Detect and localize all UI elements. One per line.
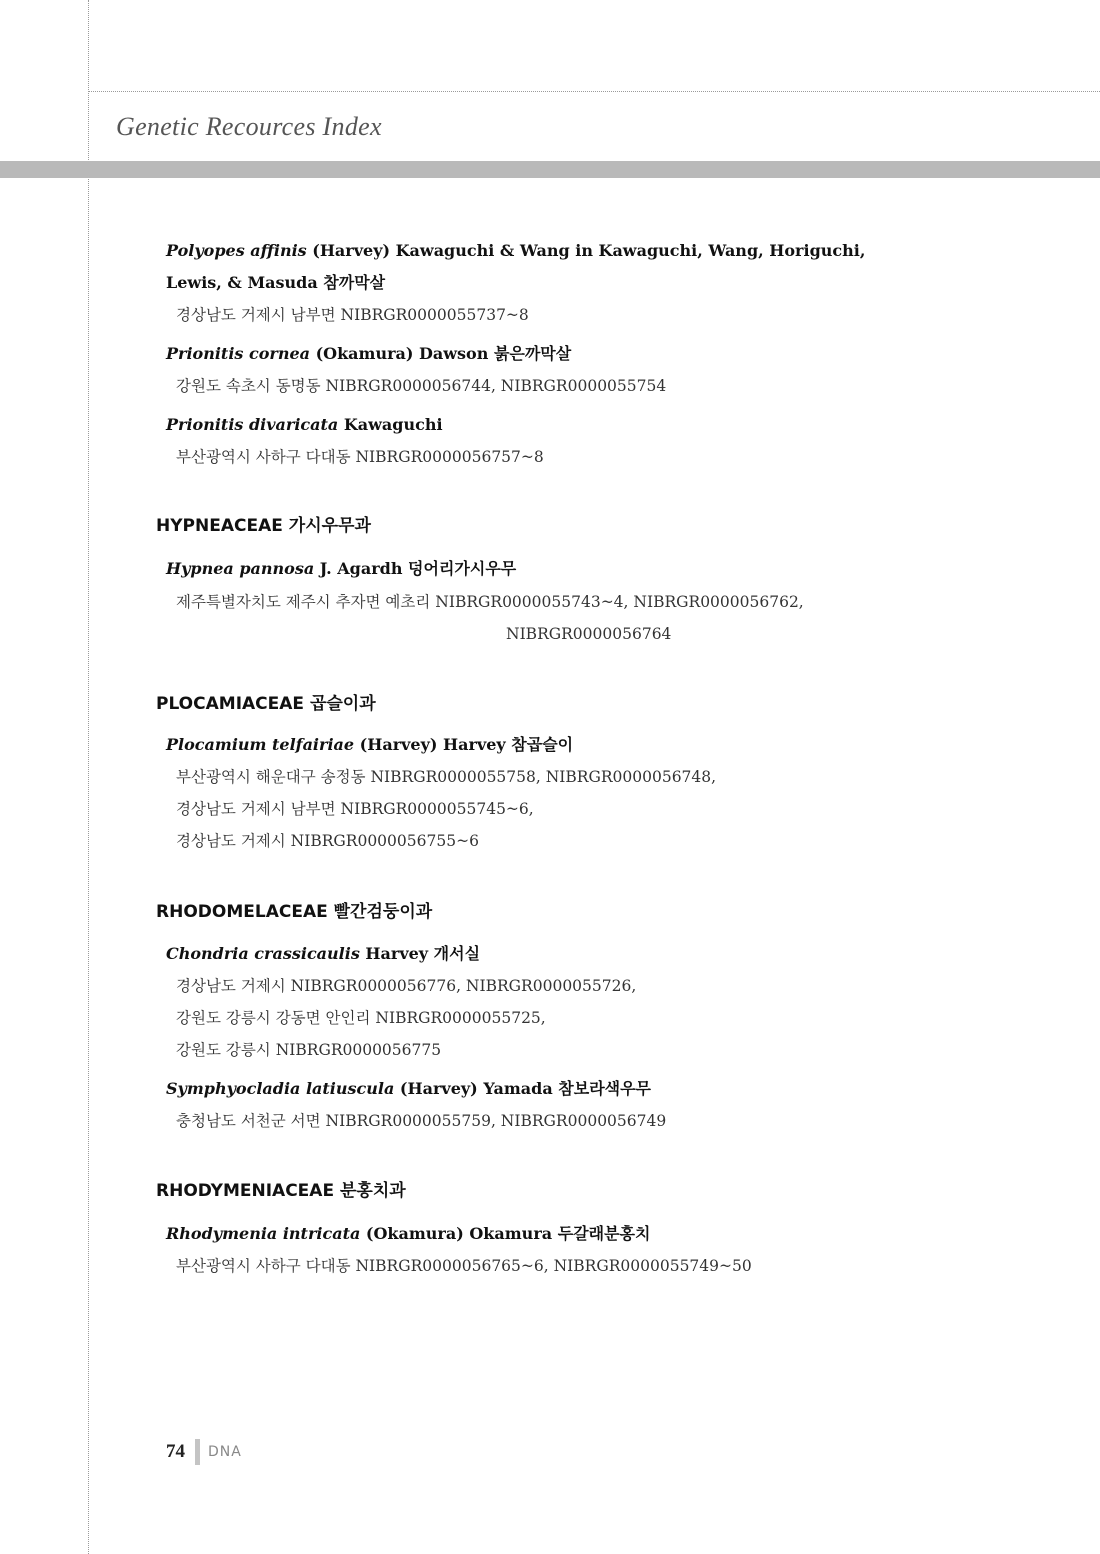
running-header-title: Genetic Recources Index <box>116 112 382 141</box>
locality: 강원도 강릉시 강동면 안인리 NIBRGR0000055725, <box>176 1009 546 1027</box>
scientific-name: Plocamium telfairiae <box>166 735 355 754</box>
korean-name: 참까막살 <box>323 273 386 292</box>
footer-divider <box>195 1439 200 1465</box>
species-name <box>166 729 573 761</box>
locality: 부산광역시 사하구 다대동 NIBRGR0000056765~6, NIBRGR0000055749~50 <box>176 1257 752 1275</box>
locality: 강원도 속초시 동명동 NIBRGR0000056744, NIBRGR0000055754 <box>176 377 667 395</box>
species-name-continued <box>166 267 385 299</box>
species-name <box>166 553 516 585</box>
korean-name: 개서실 <box>433 944 481 963</box>
author: (Okamura) Okamura <box>360 1224 558 1243</box>
species-name <box>166 338 571 370</box>
left-dotted-margin <box>88 0 89 1554</box>
page-footer <box>166 1439 242 1465</box>
locality: 경상남도 거제시 NIBRGR0000056755~6 <box>176 832 479 850</box>
page-number: 74 <box>166 1441 185 1462</box>
locality: 부산광역시 해운대구 송정동 NIBRGR0000055758, NIBRGR0000056748, <box>176 768 717 786</box>
scientific-name: Hypnea pannosa <box>166 559 315 578</box>
korean-name: 참곱슬이 <box>511 735 574 754</box>
author: Kawaguchi <box>338 415 443 434</box>
scientific-name: Prionitis cornea <box>166 344 310 363</box>
scientific-name: Prionitis divaricata <box>166 415 339 434</box>
species-name <box>166 235 865 267</box>
top-dotted-rule <box>88 91 1100 92</box>
locality: 부산광역시 사하구 다대동 NIBRGR0000056757~8 <box>176 448 544 466</box>
scientific-name: Chondria crassicaulis <box>166 944 360 963</box>
family-heading: RHODOMELACEAE 빨간검둥이과 <box>156 902 433 922</box>
scientific-name: Symphyocladia latiuscula <box>166 1079 395 1098</box>
locality: 제주특별자치도 제주시 추자면 예초리 NIBRGR0000055743~4, NIBRGR0000056762, <box>176 593 804 611</box>
species-name <box>166 409 443 441</box>
family-heading: HYPNEACEAE 가시우무과 <box>156 516 371 536</box>
korean-name: 덩어리가시우무 <box>408 559 517 578</box>
author: (Harvey) Yamada <box>394 1079 559 1098</box>
locality: 경상남도 거제시 남부면 NIBRGR0000055745~6, <box>176 800 534 818</box>
author: Harvey <box>359 944 434 963</box>
locality: 경상남도 거제시 남부면 NIBRGR0000055737~8 <box>176 306 529 324</box>
author: (Harvey) Kawaguchi & Wang in Kawaguchi, Wang, Horiguchi, <box>306 241 866 260</box>
korean-name: 붉은까막살 <box>493 344 572 363</box>
author: (Harvey) Harvey <box>354 735 512 754</box>
locality: 강원도 강릉시 NIBRGR0000056775 <box>176 1041 442 1059</box>
author: (Okamura) Dawson <box>310 344 494 363</box>
header-band <box>0 161 1100 178</box>
locality: 충청남도 서천군 서면 NIBRGR0000055759, NIBRGR0000056749 <box>176 1112 667 1130</box>
locality: 경상남도 거제시 NIBRGR0000056776, NIBRGR0000055726, <box>176 977 637 995</box>
family-heading: RHODYMENIACEAE 분홍치과 <box>156 1181 406 1201</box>
footer-label: DNA <box>208 1444 242 1460</box>
scientific-name: Polyopes affinis <box>166 241 307 260</box>
korean-name: 참보라색우무 <box>558 1079 652 1098</box>
species-name <box>166 938 480 970</box>
author: J. Agardh <box>314 559 409 578</box>
species-name <box>166 1073 651 1105</box>
author: Lewis, & Masuda <box>166 273 324 292</box>
scientific-name: Rhodymenia intricata <box>166 1224 361 1243</box>
korean-name: 두갈래분홍치 <box>557 1224 651 1243</box>
locality: NIBRGR0000056764 <box>506 625 672 643</box>
family-heading: PLOCAMIACEAE 곱슬이과 <box>156 694 376 714</box>
species-name <box>166 1218 650 1250</box>
